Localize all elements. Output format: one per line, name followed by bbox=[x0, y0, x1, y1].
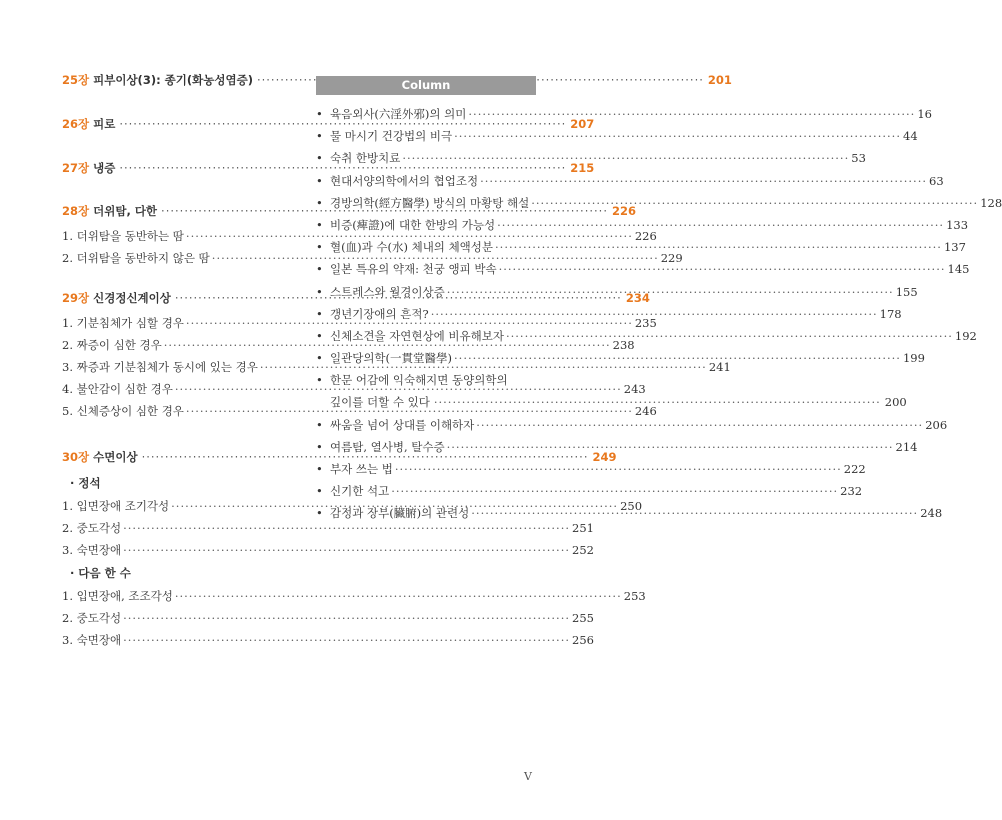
column-item: • 감정과 장부(臟腑)의 관련성 ····· 248 bbox=[316, 502, 536, 524]
page-folio: V bbox=[524, 770, 532, 783]
chapter-page: 234 bbox=[625, 291, 650, 305]
bullet-icon: • bbox=[316, 506, 323, 521]
chapter-title: 더위탐, 다한 bbox=[93, 204, 158, 218]
toc-item: 1. 입면장애, 조조각성 ····· 253 bbox=[62, 585, 288, 607]
chapter-number: 29장 bbox=[62, 291, 90, 305]
bullet-icon: • bbox=[316, 129, 323, 144]
chapter-page: 249 bbox=[592, 450, 617, 464]
bullet-icon: • bbox=[316, 151, 323, 166]
column-item: • 한문 어감에 익숙해지면 동양의학의 깊이를 더할 수 있다 ····· 200 bbox=[316, 369, 536, 413]
chapter-page: 201 bbox=[707, 73, 732, 87]
bullet-icon: • bbox=[316, 484, 323, 499]
toc-item: 1. 입면장애 조기각성 ····· 250 bbox=[62, 495, 288, 517]
column-item: • 비증(痺證)에 대한 한방의 가능성 ····· 133 bbox=[316, 214, 536, 236]
chapter-number: 30장 bbox=[62, 450, 90, 464]
chapter-page: 226 bbox=[611, 204, 636, 218]
column-item: • 싸움을 넘어 상대를 이해하자 ····· 206 bbox=[316, 414, 536, 436]
column-item: • 여름탐, 열사병, 탈수증 ····· 214 bbox=[316, 436, 536, 458]
column-item: • 물 마시기 건강법의 비극 ····· 44 bbox=[316, 125, 536, 147]
chapter-number: 26장 bbox=[62, 117, 90, 131]
chapter-title: 신경정신계이상 bbox=[93, 291, 171, 305]
chapter-page: 215 bbox=[570, 161, 595, 175]
bullet-icon: • bbox=[316, 306, 323, 321]
toc-item: 2. 더위탐을 동반하지 않은 땀 ····· 229 bbox=[62, 247, 288, 269]
toc-item: 5. 신체증상이 심한 경우 ····· 246 bbox=[62, 400, 288, 422]
bullet-icon: • bbox=[316, 195, 323, 210]
chapter-26 bbox=[62, 116, 595, 138]
bullet-icon: • bbox=[316, 240, 323, 255]
chapter-number: 25장 bbox=[62, 73, 90, 87]
bullet-icon: • bbox=[316, 173, 323, 188]
bullet-icon: • bbox=[316, 217, 323, 232]
toc-item: 3. 숙면장애 ····· 252 bbox=[62, 539, 288, 561]
bullet-icon: • bbox=[316, 107, 323, 121]
bullet-icon: • bbox=[316, 417, 323, 432]
column-header: Column bbox=[316, 76, 536, 95]
toc-item: 1. 기분침체가 심할 경우 ····· 235 bbox=[62, 312, 288, 334]
column-item: • 갱년기장애의 흔적? ····· 178 bbox=[316, 303, 536, 325]
chapter-28 bbox=[62, 203, 636, 225]
column-item: • 경방의학(經方醫學) 방식의 마황탕 해설 ····· 128 bbox=[316, 192, 536, 214]
column-item: • 혈(血)과 수(水) 체내의 체액성분 ····· 137 bbox=[316, 236, 536, 258]
chapter-number: 27장 bbox=[62, 161, 90, 175]
section-heading: · 정석 bbox=[70, 476, 101, 490]
chapter-30 bbox=[62, 449, 617, 471]
column-item: • 신기한 석고 ····· 232 bbox=[316, 480, 536, 502]
chapter-title: 피부이상(3): 종기(화농성염증) bbox=[93, 73, 253, 87]
toc-item: 1. 더위탐을 동반하는 땀 ····· 226 bbox=[62, 225, 288, 247]
section-heading: · 다음 한 수 bbox=[70, 566, 131, 580]
column-item: • 현대서양의학에서의 협업조정 ····· 63 bbox=[316, 170, 536, 192]
chapter-title: 냉증 bbox=[93, 161, 116, 175]
toc-item: 3. 짜증과 기분침체가 동시에 있는 경우 ····· 241 bbox=[62, 356, 288, 378]
chapter-title: 피로 bbox=[93, 117, 116, 131]
toc-item: 2. 중도각성 ····· 255 bbox=[62, 607, 288, 629]
chapter-page: 207 bbox=[570, 117, 595, 131]
column-item: • 육음외사(六淫外邪)의 의미 ····· 16 bbox=[316, 103, 536, 125]
column-item: • 일본 특유의 약재: 천궁 앵피 박속 ····· 145 bbox=[316, 258, 536, 280]
bullet-icon: • bbox=[316, 284, 323, 299]
column-item: • 신체소견을 자연현상에 비유해보자 ····· 192 bbox=[316, 325, 536, 347]
bullet-icon: • bbox=[316, 262, 323, 277]
column-item: • 스트레스와 월경이상증 ····· 155 bbox=[316, 281, 536, 303]
toc-item: 3. 숙면장애 ····· 256 bbox=[62, 629, 288, 651]
bullet-icon: • bbox=[316, 351, 323, 366]
bullet-icon: • bbox=[316, 439, 323, 454]
chapter-title: 수면이상 bbox=[93, 450, 138, 464]
bullet-icon: • bbox=[316, 462, 323, 476]
toc-item: 2. 짜증이 심한 경우 ····· 238 bbox=[62, 334, 288, 356]
column-item: • 부자 쓰는 법 ····· 222 bbox=[316, 458, 536, 480]
toc-item: 2. 중도각성 ····· 251 bbox=[62, 517, 288, 539]
toc-item: 4. 불안감이 심한 경우 ····· 243 bbox=[62, 378, 288, 400]
chapter-number: 28장 bbox=[62, 204, 90, 218]
column-item: • 일관당의학(一貫堂醫學) ····· 199 bbox=[316, 347, 536, 369]
column-item: • 숙취 한방치료 ····· 53 bbox=[316, 147, 536, 169]
bullet-icon: • bbox=[316, 328, 323, 343]
bullet-icon: • bbox=[316, 373, 323, 388]
chapter-29 bbox=[62, 290, 650, 312]
chapter-27 bbox=[62, 160, 595, 182]
